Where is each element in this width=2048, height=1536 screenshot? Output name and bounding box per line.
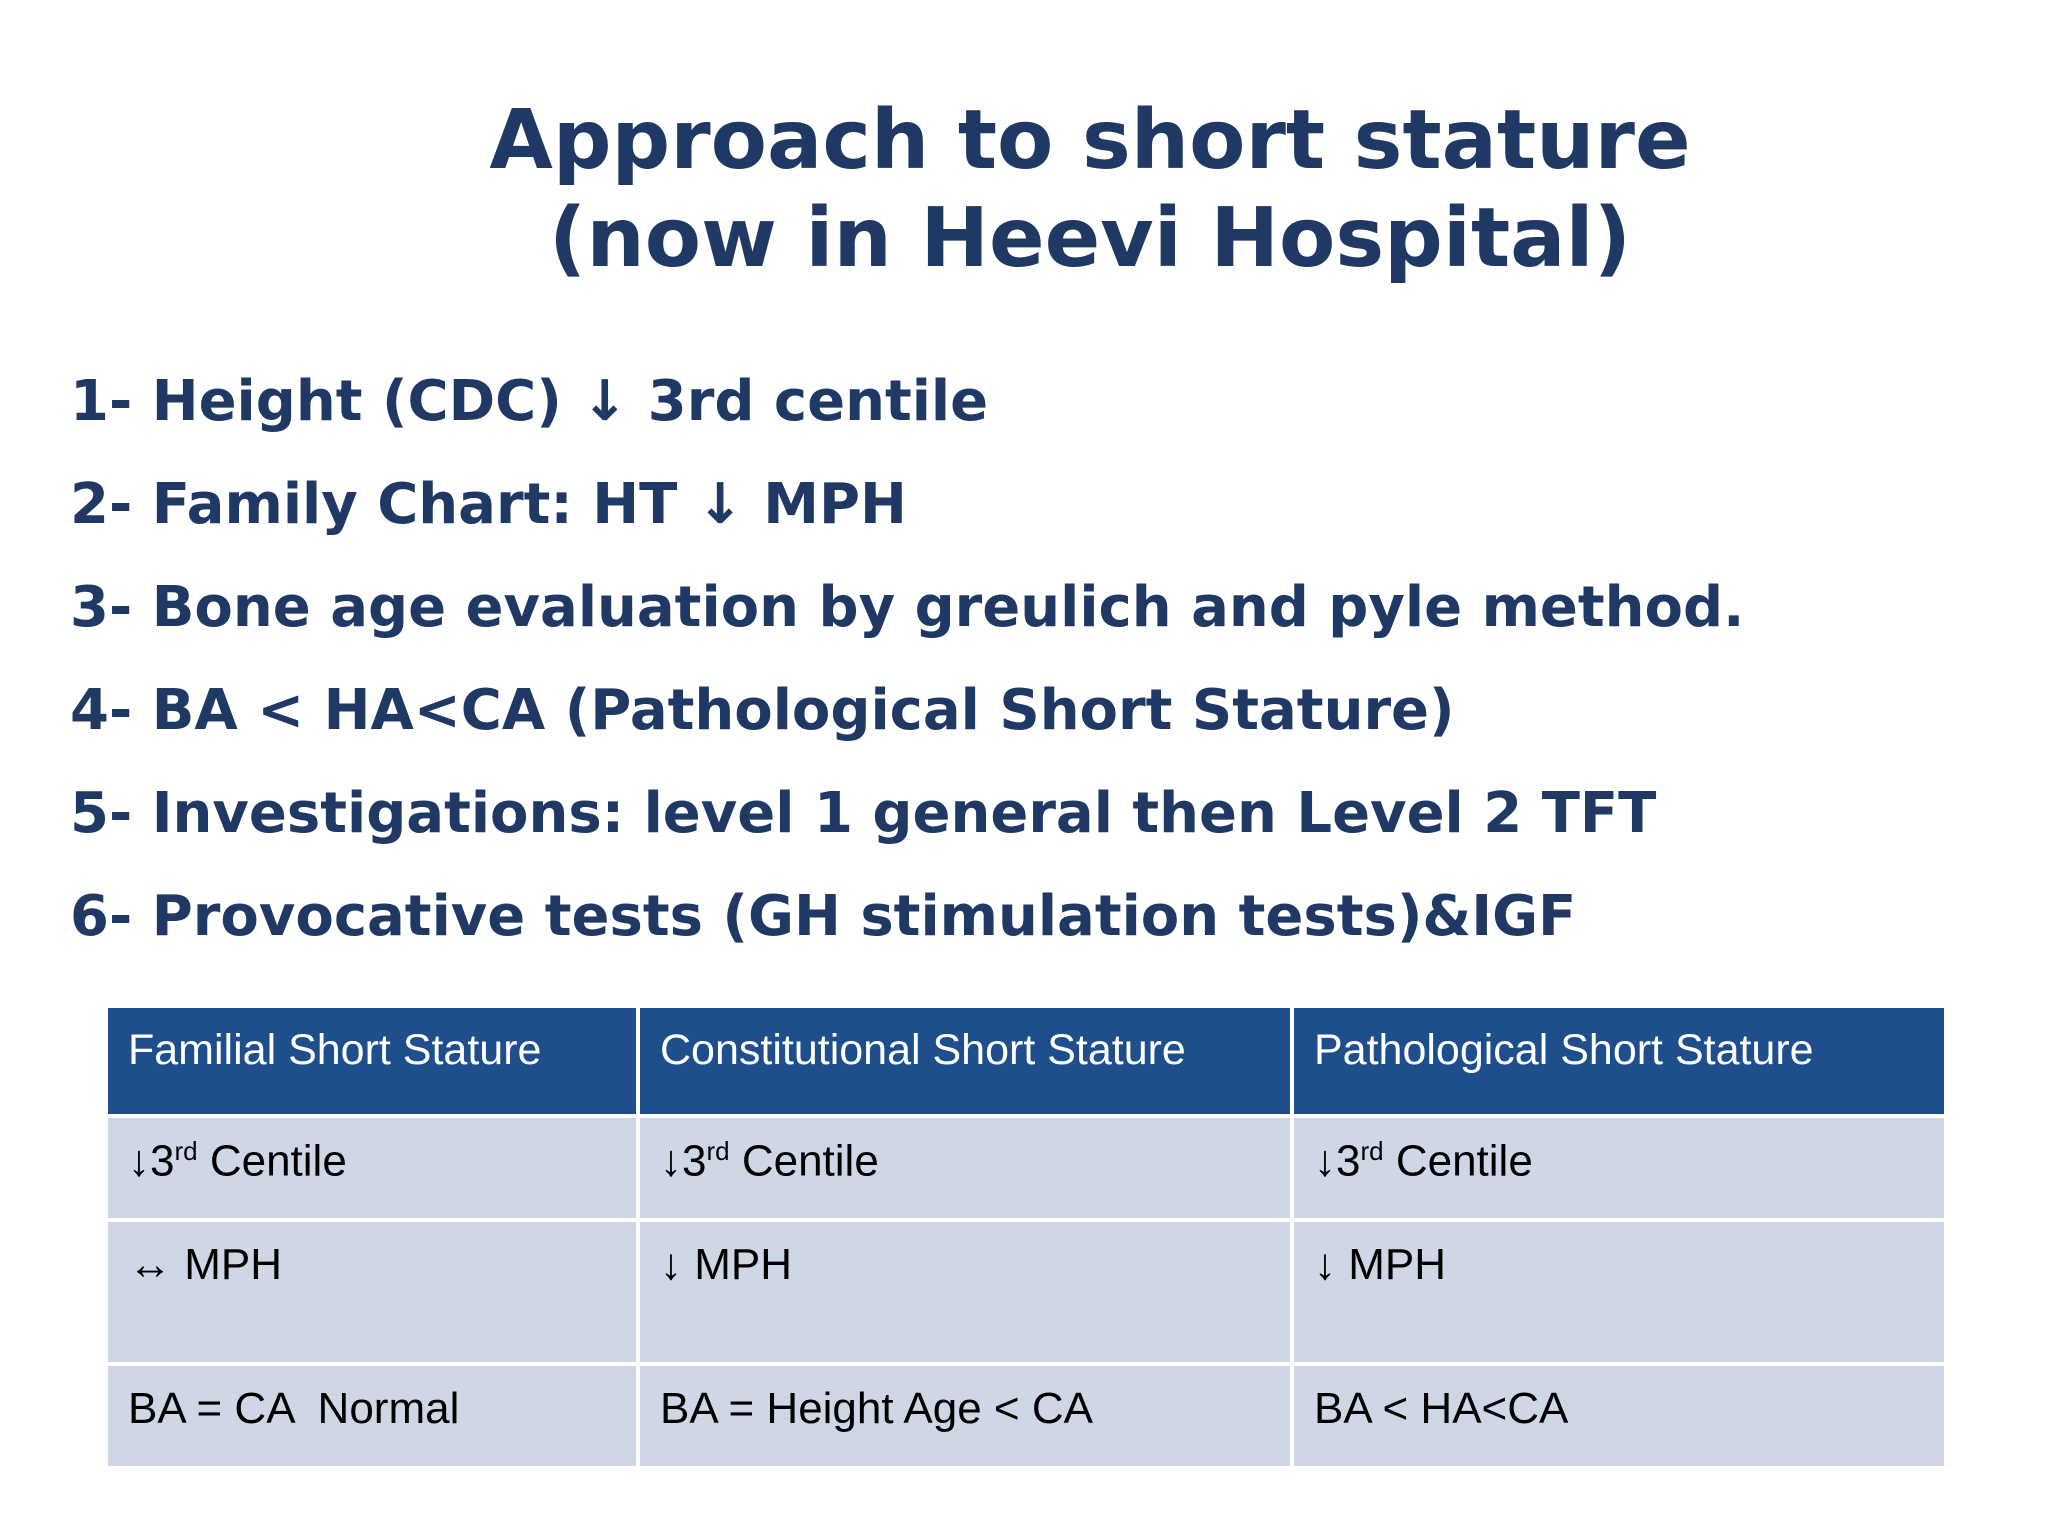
centile-label: Centile	[729, 1136, 879, 1186]
centile-suffix: rd	[706, 1136, 730, 1166]
title-line-2: (now in Heevi Hospital)	[548, 191, 1632, 286]
down-arrow-icon: ↓	[128, 1136, 150, 1186]
cell-pathological-ba: BA < HA<CA	[1292, 1364, 1946, 1468]
centile-label: Centile	[1383, 1136, 1533, 1186]
table-header-row	[106, 1006, 1946, 1116]
centile-label: Centile	[197, 1136, 347, 1186]
table-row-centile	[106, 1116, 1946, 1220]
short-stature-comparison-table	[104, 1004, 1948, 1470]
table-row-mph	[106, 1220, 1946, 1364]
step-6: 6- Provocative tests (GH stimulation tests)&IGF	[70, 884, 1577, 949]
cell-familial-centile	[106, 1116, 638, 1220]
table-row-bone-age	[106, 1364, 1946, 1468]
step-4: 4- BA < HA<CA (Pathological Short Stature)	[70, 678, 1455, 743]
cell-constitutional-centile	[638, 1116, 1292, 1220]
step-5: 5- Investigations: level 1 general then Level 2 TFT	[70, 781, 1657, 846]
header-constitutional: Constitutional Short Stature	[638, 1006, 1292, 1116]
cell-familial-ba: BA = CA Normal	[106, 1364, 638, 1468]
header-familial: Familial Short Stature	[106, 1006, 638, 1116]
step-1: 1- Height (CDC) ↓ 3rd centile	[70, 369, 989, 434]
centile-number: 3	[1336, 1136, 1361, 1186]
down-arrow-icon: ↓	[660, 1136, 682, 1186]
centile-suffix: rd	[174, 1136, 198, 1166]
title-line-1: Approach to short stature	[489, 93, 1691, 188]
step-3: 3- Bone age evaluation by greulich and pyle method.	[70, 575, 1745, 640]
approach-steps-list	[70, 362, 1970, 980]
centile-suffix: rd	[1360, 1136, 1384, 1166]
step-2: 2- Family Chart: HT ↓ MPH	[70, 472, 907, 537]
down-arrow-icon: ↓	[1314, 1136, 1336, 1186]
cell-constitutional-ba: BA = Height Age < CA	[638, 1364, 1292, 1468]
centile-number: 3	[150, 1136, 175, 1186]
header-pathological: Pathological Short Stature	[1292, 1006, 1946, 1116]
cell-constitutional-mph: ↓ MPH	[638, 1220, 1292, 1364]
cell-pathological-mph: ↓ MPH	[1292, 1220, 1946, 1364]
cell-familial-mph: ↔ MPH	[106, 1220, 638, 1364]
cell-pathological-centile	[1292, 1116, 1946, 1220]
slide-title	[470, 92, 1710, 288]
centile-number: 3	[682, 1136, 707, 1186]
